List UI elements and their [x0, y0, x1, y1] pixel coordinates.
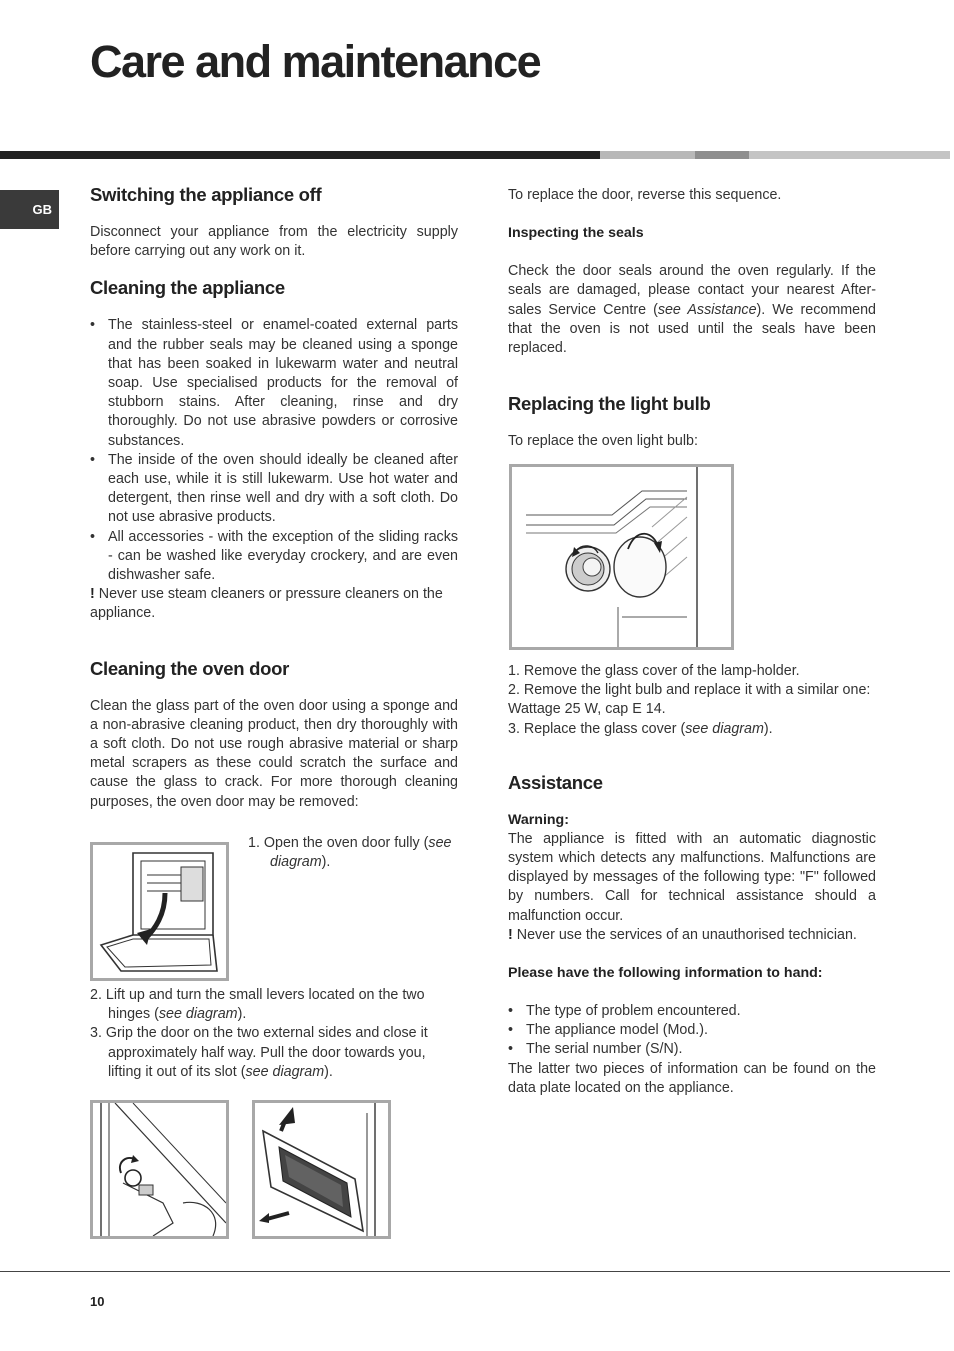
lamp-holder-illustration	[512, 467, 731, 647]
light-bulb-heading: Replacing the light bulb	[508, 393, 711, 415]
header-rule-segment	[749, 151, 950, 159]
header-rule-segment	[600, 151, 695, 159]
warning-mark: !	[508, 926, 513, 943]
light-step-3	[508, 720, 876, 739]
open-door-diagram	[90, 842, 229, 981]
seals-text-b: ). We recommend that the oven is not used until the seals have been replaced.	[508, 301, 876, 357]
list-item: • All accessories - with the exception of the sliding racks - can be washed like everyday crockery, and are even dishwasher safe.	[90, 528, 458, 586]
seals-text-a: Check the door seals around the oven regularly. If the seals are damaged, please contact your nearest After-sales Service Centre (	[508, 263, 876, 318]
light-bulb-intro: To replace the oven light bulb:	[508, 433, 698, 450]
list-item: • The serial number (S/N).	[508, 1040, 876, 1059]
header-rule	[0, 151, 600, 159]
cleaning-appliance-list	[90, 316, 458, 585]
see-diagram-ref: see diagram	[685, 720, 764, 737]
see-assistance-ref: see Assistance	[657, 301, 757, 318]
left-column	[90, 184, 458, 812]
switching-off-heading: Switching the appliance off	[90, 184, 322, 205]
page-title: Care and maintenance	[90, 36, 541, 87]
door-step-3-end: ).	[324, 1063, 333, 1080]
seals-text	[508, 262, 876, 358]
hinge-lever-diagram	[90, 1100, 229, 1239]
light-step-2: 2. Remove the light bulb and replace it with a similar one: Wattage 25 W, cap E 14.	[508, 682, 871, 718]
see-diagram-ref: see diagram	[158, 1006, 238, 1023]
door-step-2-end: ).	[237, 1006, 247, 1023]
door-step-1	[248, 834, 460, 872]
cleaning-appliance-heading: Cleaning the appliance	[90, 277, 285, 299]
remove-door-illustration	[255, 1103, 388, 1236]
assistance-heading: Assistance	[508, 771, 603, 793]
list-item: • The stainless-steel or enamel-coated external parts and the rubber seals may be cleaned using a sponge that has been soaked in lukewarm water and neutral soap. Use specialised products for the removal of stubborn stains. After cleaning, rinse and dry thoroughly. Do not use abrasive powders or corrosive substances.	[90, 316, 458, 450]
door-step-1-end: ).	[321, 854, 331, 871]
seals-heading: Inspecting the seals	[508, 225, 644, 242]
language-tab: GB	[0, 190, 59, 229]
see-diagram-ref: see diagram	[270, 835, 452, 871]
header-rule-segment	[695, 151, 749, 159]
door-step-2-text: 2. Lift up and turn the small levers located on the two hinges (	[90, 987, 425, 1023]
warning-text: The appliance is fitted with an automatic diagnostic system which detects any malfunctions. Malfunctions are displayed by messages of the following type: "F" followed by numbers. Call for technical assistance should a malfunction occur.	[508, 830, 876, 924]
list-item: • The appliance model (Mod.).	[508, 1021, 876, 1040]
data-plate-text: The latter two pieces of information can be found on the data plate located on the appliance.	[508, 1060, 876, 1096]
warning-label: Warning:	[508, 811, 569, 828]
right-column	[508, 186, 876, 451]
remove-door-diagram	[252, 1100, 391, 1239]
technician-warning	[508, 926, 876, 945]
info-heading: Please have the following information to hand:	[508, 965, 823, 982]
door-steps-2-3	[90, 986, 458, 1082]
light-bulb-steps	[508, 662, 876, 1098]
footer-rule	[0, 1271, 950, 1272]
open-door-illustration	[93, 845, 226, 978]
door-step-1-text: 1. Open the oven door fully (	[248, 835, 429, 851]
oven-door-intro: Clean the glass part of the oven door using a sponge and a non-abrasive cleaning product, then dry thoroughly with a soft cloth. Do not use rough abrasive material or sharp metal scrapers as these could scratch the surface and cause the glass to crack. For more thorough cleaning purposes, the oven door may be removed:	[90, 697, 458, 810]
steam-warning-text: Never use steam cleaners or pressure cleaners on the appliance.	[90, 586, 443, 622]
hinge-lever-illustration	[93, 1103, 226, 1236]
replace-door-text: To replace the door, reverse this sequence.	[508, 187, 782, 203]
door-step-3-text: 3. Grip the door on the two external sides and close it approximately half way. Pull the door towards you, lifting it out of its slot (	[90, 1025, 428, 1080]
oven-door-heading: Cleaning the oven door	[90, 657, 289, 679]
page-number: 10	[90, 1294, 105, 1309]
list-item: • The type of problem encountered.	[508, 1002, 876, 1021]
technician-warning-text: Never use the services of an unauthorised technician.	[512, 926, 857, 943]
warning-mark: !	[90, 586, 95, 603]
light-step-3-end: ).	[763, 720, 773, 737]
info-list	[508, 1002, 876, 1060]
light-step-3-text: 3. Replace the glass cover (	[508, 720, 686, 737]
list-item: • The inside of the oven should ideally be cleaned after each use, while it is still lukewarm. Use hot water and detergent, then rinse well and dry with a soft cloth. Do not use abrasive products.	[90, 451, 458, 528]
lamp-holder-diagram	[509, 464, 734, 650]
steam-warning	[90, 585, 458, 623]
light-step-1: 1. Remove the glass cover of the lamp-holder.	[508, 663, 800, 679]
see-diagram-ref: see diagram	[245, 1063, 325, 1080]
switching-off-text: Disconnect your appliance from the electricity supply before carrying out any work on it.	[90, 224, 458, 260]
